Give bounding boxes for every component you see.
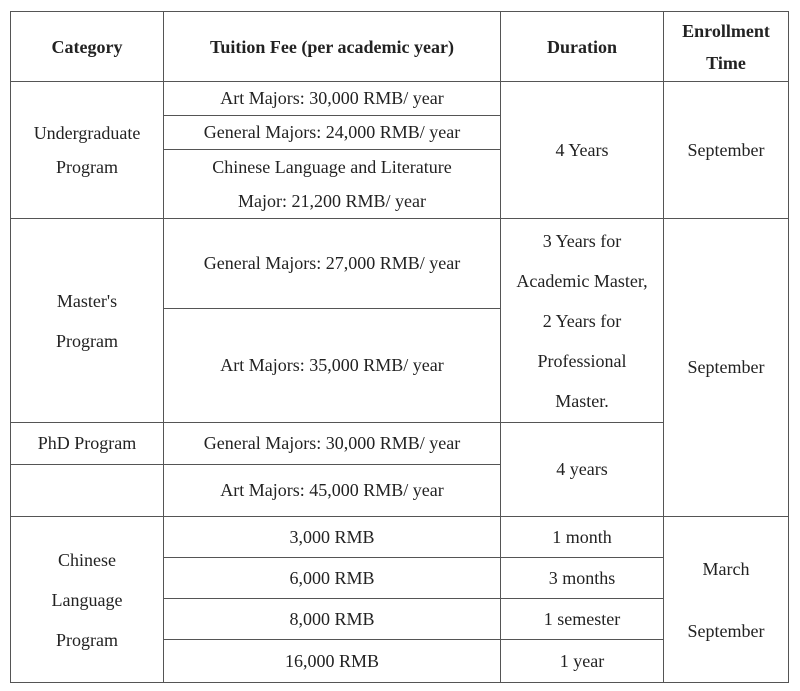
chinese-language-duration: 1 year <box>501 640 664 683</box>
graduate-enrollment: September <box>664 219 789 517</box>
chinese-language-fee: 6,000 RMB <box>164 558 501 599</box>
chinese-language-category: Chinese Language Program <box>11 517 164 683</box>
undergraduate-duration: 4 Years <box>501 82 664 219</box>
chinese-language-duration: 1 semester <box>501 599 664 640</box>
table-row <box>11 219 789 309</box>
chinese-language-duration: 1 month <box>501 517 664 558</box>
masters-fee-art: Art Majors: 35,000 RMB/ year <box>164 309 501 423</box>
chinese-language-fee: 16,000 RMB <box>164 640 501 683</box>
table-row <box>11 82 789 116</box>
table-header-row <box>11 12 789 82</box>
undergraduate-fee-art: Art Majors: 30,000 RMB/ year <box>164 82 501 116</box>
tuition-fee-table <box>10 11 789 683</box>
phd-fee-general: General Majors: 30,000 RMB/ year <box>164 423 501 465</box>
chinese-language-duration: 3 months <box>501 558 664 599</box>
header-duration: Duration <box>501 12 664 82</box>
header-category: Category <box>11 12 164 82</box>
undergraduate-fee-general: General Majors: 24,000 RMB/ year <box>164 116 501 150</box>
chinese-language-enrollment: March September <box>664 517 789 683</box>
masters-fee-general: General Majors: 27,000 RMB/ year <box>164 219 501 309</box>
undergraduate-category: Undergraduate Program <box>11 82 164 219</box>
chinese-language-fee: 8,000 RMB <box>164 599 501 640</box>
table-row <box>11 517 789 558</box>
phd-fee-art: Art Majors: 45,000 RMB/ year <box>164 465 501 517</box>
header-tuition-fee: Tuition Fee (per academic year) <box>164 12 501 82</box>
masters-category: Master's Program <box>11 219 164 423</box>
masters-duration: 3 Years for Academic Master, 2 Years for Professional Master. <box>501 219 664 423</box>
phd-category: PhD Program <box>11 423 164 465</box>
undergraduate-enrollment: September <box>664 82 789 219</box>
phd-category-continued <box>11 465 164 517</box>
chinese-language-fee: 3,000 RMB <box>164 517 501 558</box>
undergraduate-fee-chinese-literature: Chinese Language and Literature Major: 21,200 RMB/ year <box>164 150 501 219</box>
header-enrollment-time: Enrollment Time <box>664 12 789 82</box>
phd-duration: 4 years <box>501 423 664 517</box>
